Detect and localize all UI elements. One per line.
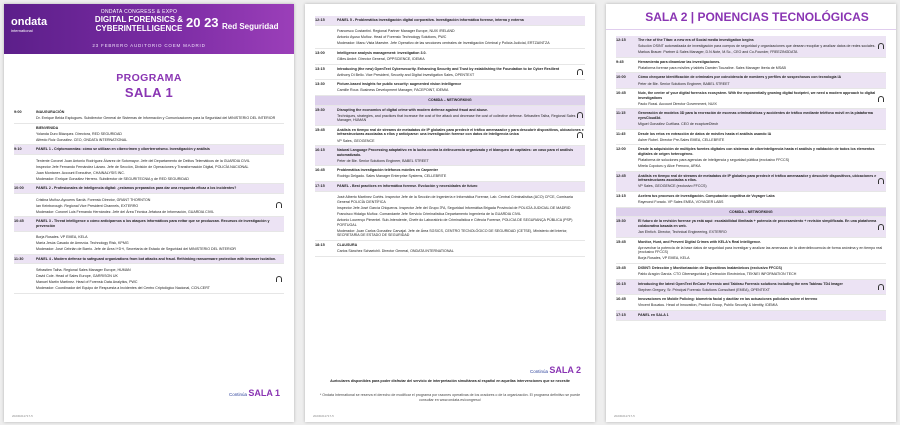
ondata-logo: ondata international <box>11 16 48 33</box>
agenda-item <box>14 155 284 184</box>
agenda-content <box>638 75 886 86</box>
agenda-item <box>315 49 585 65</box>
agenda-content <box>638 297 886 308</box>
agenda-item <box>315 80 585 96</box>
headphones-icon <box>276 202 282 208</box>
agenda-time: 16:15 <box>616 281 626 286</box>
agenda-content <box>337 148 585 163</box>
agenda-speaker: Paolo Rossi. Account Director Government, NUIX <box>638 101 717 106</box>
agenda-content <box>638 111 886 126</box>
agenda-content <box>638 174 886 189</box>
agenda-content <box>337 128 585 143</box>
agenda-time: 16:45 <box>315 168 325 173</box>
agenda-list <box>4 108 294 294</box>
agenda-time: 15:30 <box>315 107 325 112</box>
agenda-content <box>337 184 585 189</box>
agenda-content <box>36 157 284 181</box>
agenda-speaker: Techniques, strategies, and practices that increase the cost of the attack and decrease the cost of collective defense. Sébastien Talha, Regional Sales Manager, HUMAN <box>337 113 576 123</box>
interpretation-note: Auriculares disponibles para poder disfrutar del servicio de interpretación simultánea al español en aquellas intervenciones que se necesite <box>330 379 570 383</box>
agenda-item <box>616 145 886 171</box>
agenda-title: INAUGURACIÓN <box>36 110 65 114</box>
break-row: COMIDA – NETWORKING <box>315 96 585 106</box>
agenda-content <box>337 168 585 179</box>
agenda-title: PANEL 2 - Profesionales de inteligencia digital: ¿estamos preparados para dar una respuesta eficaz a los incidentes? <box>36 186 237 191</box>
agenda-time: 10:45 <box>616 91 626 96</box>
agenda-content <box>638 60 886 71</box>
agenda-content <box>36 110 284 121</box>
headphones-icon <box>878 284 884 290</box>
agenda-time: 15:45 <box>616 239 626 244</box>
agenda-content <box>36 186 284 191</box>
agenda-speaker: Gilles André. Director General, OPPSCIENCE, IDEMIA <box>337 56 425 61</box>
agenda-speaker: Markus Brauer. Partner & Sales Manager, D.N.Note, M.Sc., CEO and Co-Founder, FREEZINGDATA <box>638 50 798 55</box>
agenda-speaker: Inspector Jefe Fernando Fernández Lázaro. Jefe de Sección, División de Operaciones y Transformación Digital, POLICÍA NACIONAL <box>36 164 249 169</box>
agenda-item <box>616 217 886 237</box>
agenda-content <box>337 108 585 123</box>
agenda-title: Acelera tus procesos de investigación. Computación cognitiva de Voyager Labs <box>638 194 775 199</box>
event-year: 20 23 <box>186 15 219 30</box>
event-banner <box>4 4 294 54</box>
agenda-speaker: Plataforma forense para móviles y tablets Damien Touzaline. Sales Manager Iberia de MSAB <box>638 65 786 70</box>
agenda-item <box>14 194 284 217</box>
agenda-item <box>315 16 585 26</box>
agenda-speaker: David Cole. Head of Sales Europe, GARRISON UK <box>36 273 118 278</box>
program-page-2 <box>305 4 595 422</box>
agenda-content <box>337 82 585 93</box>
agenda-title: Cómo chequear identificación de criminales por coincidencia de nombres y perfiles de sospechosos con tecnología IA <box>638 75 842 80</box>
agenda-content <box>638 132 886 143</box>
continue-link[interactable]: Continúa SALA 2 <box>530 365 581 375</box>
agenda-speaker: Dr. Enrique Belda Esplugues. Subdirector General de Sistemas de Información y Comunicaciones para la Seguridad del MINISTERIO DEL INTERIOR <box>36 116 276 121</box>
agenda-content <box>337 51 585 62</box>
agenda-speaker: María Jesús Casado de Amezúa. Technology Risk, KPMG <box>36 241 129 246</box>
agenda-title: Análisis en tiempo real de streams de metadatos de IP globales para predecir el tráfico amenazador y para descubrir dispositivos, ubicaciones e infraestructuras asociadas a ellos y anticiparse: una investigación forense con datos de Inteligencia única <box>337 127 584 137</box>
agenda-time: 15:45 <box>315 127 325 132</box>
agenda-speaker: Francisco Hidalgo Muñoz. Comandante Jefe Servicio Criminalística Departamento Ingeniería de la GUARDIA CIVIL <box>337 211 521 216</box>
agenda-speaker: Moderador: Coordinador del Equipo de Respuesta a Incidentes del Centro Criptológico Nacional, CCN-CERT <box>36 286 210 291</box>
agenda-item <box>315 65 585 81</box>
agenda-content <box>638 91 886 106</box>
event-date: 23 FEBRERO AUDITORIO COEM MADRID <box>92 43 206 48</box>
agenda-title: Disrupting the economics of digital crime with modern defense against fraud and abuse. <box>337 107 488 112</box>
agenda-title: Nuix, the center of your digital forensics ecosystem. With the exponentially growing digital footprint, we need a modern approach to digital investigations <box>638 91 876 100</box>
agenda-content <box>337 243 585 254</box>
agenda-title: Problemática investigación teléfonos móviles en Carpenter <box>337 168 439 173</box>
agenda-speaker: Moderador: Coronel Luis Fernando Hernández. Jefe del Área Técnica Jefatura de Información, GUARDIA CIVIL <box>36 209 215 214</box>
agenda-speaker: Rodrigo Delgado. Sales Manager Enterprise Systems, CELLEBRITE <box>337 174 447 179</box>
agenda-item <box>14 184 284 194</box>
agenda-speaker: Borja Rosales, VP EMEA, KELA <box>638 256 690 261</box>
agenda-speaker: Peter de Bie. Senior Solutions Engineer, BABEL STREET <box>337 158 429 163</box>
agenda-title: Natural Language Processing adaptativo en la lucha contra la delincuencia organizada y el blanqueo de capitales: un caso para el análisis automatizado. <box>337 148 574 157</box>
red-seguridad-logo: Red Seguridad <box>222 22 279 31</box>
agenda-speaker: Raymond Forado. VP Sales EMEA, VOYAGER LABS <box>638 200 724 205</box>
agenda-time: 9:00 <box>14 110 22 114</box>
agenda-speaker: Manuel Martín Martínez. Head of Forensic Data Analytics, PWC <box>36 280 138 285</box>
agenda-item <box>315 241 585 257</box>
agenda-item <box>616 192 886 208</box>
agenda-time: 17:15 <box>616 313 626 318</box>
agenda-item <box>616 73 886 89</box>
agenda-item <box>616 295 886 311</box>
agenda-time: 15:45 <box>616 266 626 270</box>
agenda-content <box>36 219 284 228</box>
agenda-speaker: Sébastien Talha. Regional Sales Manager Europe, HUMAN <box>36 267 131 272</box>
agenda-speaker: Camille Roux. Business Development Manager, FACEPOINT, IDEMIA <box>337 88 449 93</box>
disclaimer-note: * Ondata International se reserva el derecho de modificar el programa por razones operativas de los oradores o de la organización. El programa definitivo se puede consultar en www.ondata.es/congreso/ <box>319 393 581 402</box>
headphones-icon <box>878 96 884 102</box>
agenda-speaker: Peter de Bie. Senior Solutions Engineer, BABEL STREET <box>638 81 730 86</box>
agenda-content <box>638 194 886 205</box>
agenda-time: 9:45 <box>616 59 624 64</box>
headphones-icon <box>577 69 583 75</box>
agenda-item <box>315 126 585 146</box>
agenda-content <box>337 28 585 46</box>
sala-title: SALA 1 <box>124 85 174 100</box>
agenda-item <box>616 36 886 58</box>
agenda-speaker: Miguel González Cuéllara. CEO de ecaptureDtech <box>638 122 719 127</box>
agenda-speaker: Cristina Muñoz-Aycuens Sardá. Forensic Director, GRANT THORNTON <box>36 197 151 202</box>
agenda-speaker: Vincent Bouatou. Head of Innovation, Product Group, Public Security & Identity, IDEMIA <box>638 303 778 308</box>
agenda-title: Análisis en tiempo real de streams de metadatos de IP globales para predecir el tráfico amenazador y descubrir dispositivos, ubicaciones e infraestructuras asociadas a ellos. <box>638 173 877 183</box>
agenda-title: BIENVENIDA <box>36 125 59 130</box>
agenda-time: 9:10 <box>14 147 22 152</box>
agenda-speaker: Plataforma de soluciones para agencias de Inteligencia y seguridad pública (exclusivo FFCCS) <box>638 158 790 163</box>
agenda-title: PANEL 5 - Problemática investigación digital corporativa. Investigación informática forense, interna y externa <box>337 18 524 22</box>
agenda-speaker: Jan Ehrlich. Director, Technical Engineering, EXTERRO <box>638 230 727 235</box>
agenda-title: Introducing the latest OpenText EnCase Forensic and Tableau Forensic solutions including the new Tableau TD4 Imager <box>638 281 843 286</box>
agenda-time: 10:00 <box>616 75 626 80</box>
agenda-speaker: Borja Rosales. VP EMEA, KELA <box>36 235 88 239</box>
agenda-item <box>315 182 585 192</box>
agenda-item <box>14 145 284 155</box>
agenda-speaker: Teniente Coronel Juan Antonio Rodríguez Álvarez de Sotomayor. Jefe del Departamento de Delitos Telemáticos de la GUARDIA CIVIL <box>36 158 250 163</box>
agenda-title: Herramienta para dinamizar las investigaciones. <box>638 59 721 64</box>
agenda-title: Desde los retos en extracción de datos de móviles hasta el análisis usando IA <box>638 131 772 136</box>
agenda-item <box>616 172 886 192</box>
agenda-time: 15:30 <box>616 219 626 224</box>
doc-code: 20230211717-5 <box>12 414 33 418</box>
agenda-content <box>638 313 886 318</box>
agenda-content <box>36 196 284 214</box>
agenda-item <box>315 26 585 49</box>
headphones-icon <box>577 112 583 118</box>
agenda-speaker: Juan Montaner. Account Executive, CHAINALYSIS INC. <box>36 170 125 175</box>
agenda-content <box>638 38 886 55</box>
agenda-time: 16:45 <box>616 297 626 302</box>
agenda-speaker: Alfredo Ruiz González. CEO, ONDATA INTERNATIONAL <box>36 137 128 142</box>
program-page-3 <box>606 4 896 422</box>
agenda-time: 12:15 <box>315 18 325 22</box>
agenda-speaker: Inspector Jefe José García Chiqueros. Inspector Jefe del Grupo 3ºA, Seguridad Informática Brigada Provincial de POLICÍA JUDICIAL DE MADRID <box>337 205 571 210</box>
agenda-content <box>638 219 886 234</box>
agenda-item <box>616 264 886 280</box>
agenda-content <box>337 67 585 78</box>
headphones-icon <box>878 224 884 230</box>
agenda-item <box>616 109 886 129</box>
agenda-speaker: Asher Rubel. Director Pre-Sales EMEA, CELLEBRITE <box>638 137 725 142</box>
agenda-title: Introducing (the new) OpenText Cybersecurity. Enhancing Security and Trust by establishing the Foundation to be Cyber Resilient <box>337 66 560 71</box>
agenda-list <box>606 36 896 321</box>
agenda-time: 10:00 <box>14 186 24 191</box>
agenda-time: 17:15 <box>315 184 325 189</box>
agenda-speaker: Moderador: Enrique González Herrero. Subdirector de SEGURITECNIA y de RED SEGURIDAD <box>36 176 189 181</box>
agenda-content <box>36 234 284 252</box>
agenda-time: 16:15 <box>315 148 325 153</box>
agenda-title: Innovaciones en Mobile Policing: biometría facial y dactilar en las actuaciones policiales sobre el terreno <box>638 297 818 302</box>
agenda-time: 13:15 <box>315 66 325 71</box>
agenda-speaker: Solución OSINT automatizada de investigación para cuerpos de seguridad y organizaciones que desean recopilar y analizar datos de redes sociales. <box>638 44 876 49</box>
agenda-title: El futuro de la revisión forense ya está aquí: escalabilidad ilimitada + potencia de procesamiento + revisión simplificada. En una plataforma colaborativa basada en web. <box>638 219 877 228</box>
sala2-title: SALA 2 | PONENCIAS TECNOLÓGICAS <box>606 4 896 30</box>
agenda-speaker: Yolanda Duro Blázquez. Directora, RED SEGURIDAD <box>36 131 122 136</box>
agenda-speaker: Moderador: Juan Carlos González Carvajal. Jefe de Área SGSICS, CENTRO TECNOLÓGICO DE SEGURIDAD (CETSE), Ministerio del Interior, SECRETARÍA DE ESTADO DE SEGURIDAD <box>337 228 568 238</box>
agenda-title: Desde la adquisición de múltiples fuentes digitales con sistemas de ciberinteligencia hasta el análisis y validación de todos los elementos digitales de origen heterogéneo. <box>638 147 875 156</box>
agenda-title: PANEL 4 - Modern defense to safeguard organizations from bot attacks and fraud. Rethinking ransomware protection with browser isolation. <box>36 256 277 261</box>
agenda-time: 12:15 <box>616 38 626 42</box>
agenda-speaker: Stephen Gregory, Sr. Principal Forensic Solutions Consultant (EMEA), OPENTEXT <box>638 287 770 292</box>
agenda-item <box>315 166 585 182</box>
agenda-time: 18:15 <box>315 242 325 247</box>
agenda-time: 10:45 <box>14 219 24 224</box>
agenda-title: PANEL 1 - Criptomonedas: cómo se utilizan en cibercrimen y ciberterrorismo. Investigación y análisis <box>36 147 210 152</box>
agenda-speaker: Moderador: José Cebrián de Barrio. Jefe de Área I+D+i, Secretaría de Estado de Seguridad del MINISTERIO DEL INTERIOR <box>36 247 237 252</box>
agenda-content <box>36 266 284 290</box>
agenda-time: 12:00 <box>616 147 626 152</box>
headphones-icon <box>577 132 583 138</box>
agenda-speaker: Aprovechar la potencia de la base datos de seguridad para investigar y analizar las amenazas de la ciberdelincuencia de forma anónima y en tiempo real (exclusivo FFCCS) <box>638 245 883 255</box>
agenda-speaker: Antonio Ayuso Muñoz. Head of Forensic Technology Solutions, PWC <box>337 35 447 40</box>
agenda-speaker: Ian Keinborough. Regional Vice President Channels, EXTERRO <box>36 203 139 208</box>
agenda-speaker: Anthony Di Bello. Vice President, Security and Digital Investigation Sales, OPENTEXT <box>337 72 475 77</box>
agenda-speaker: José Alberto Martínez Cortés. Inspector Jefe de la Sección de Ingeniería e Informática Forense, Lab. Central Criminalística (ACO) CFCE, Comisaría General POLICÍA CIENTÍFICA <box>337 195 573 204</box>
agenda-speaker: Francesco Costantini. Regional Partner Manager Europe, NUIX /RELAND <box>337 29 455 34</box>
agenda-title: CLAUSURA <box>337 242 358 247</box>
doc-code: 20230211717-5 <box>614 414 635 418</box>
agenda-title: PANEL en SALA 1 <box>638 313 669 318</box>
agenda-content <box>638 147 886 168</box>
agenda-content <box>36 126 284 143</box>
agenda-item <box>616 280 886 296</box>
agenda-content <box>337 18 585 23</box>
agenda-title: Generación de modelos 3D para la recreación de escenas criminalísticas y accidentes de tráfico mediante teléfono móvil en la plataforma eyesCloud3d. <box>638 111 873 121</box>
agenda-content <box>337 194 585 238</box>
headphones-icon <box>878 178 884 184</box>
agenda-content <box>638 282 886 293</box>
agenda-title: Monitor, Hunt, and Prevent Digital Crimes with KELA's Real Intelligence. <box>638 239 762 244</box>
agenda-content <box>36 147 284 152</box>
agenda-content <box>638 266 886 277</box>
agenda-time: 13:15 <box>616 194 626 199</box>
agenda-speaker: Pablo Aragón García. CTO Ciberseguridad y Detección Electrónica, TEKNEI INFORMATION TECH <box>638 272 797 277</box>
agenda-list <box>305 16 595 257</box>
event-title: ONDATA CONGRESS & EXPO DIGITAL FORENSICS & CYBERINTELLIGENCE <box>94 9 184 33</box>
headphones-icon <box>878 43 884 49</box>
agenda-time: 12:45 <box>616 173 626 178</box>
agenda-time: 11:15 <box>616 111 626 116</box>
agenda-item <box>315 106 585 126</box>
agenda-speaker: Mirela Copoiuru y Alice Frenovo, ARKA <box>638 164 701 169</box>
agenda-time: 13:00 <box>315 50 325 55</box>
agenda-time: 11:30 <box>14 256 24 261</box>
doc-code: 20230211717-5 <box>313 414 334 418</box>
agenda-item <box>616 130 886 146</box>
agenda-item <box>616 58 886 74</box>
agenda-time: 13:30 <box>315 82 325 87</box>
agenda-content <box>36 257 284 262</box>
agenda-item <box>14 124 284 146</box>
agenda-title: PANEL 3 - Threat intelligence o cómo anticiparnos a los ataques informáticos para evitar que se produzcan. Recursos de investigación y prevención <box>36 219 270 228</box>
agenda-title: The rise of the Titan: a new era of Social media investigation begins <box>638 38 754 42</box>
agenda-item <box>315 146 585 166</box>
agenda-speaker: Moderador: Manu Vista Maestre. Jefe Operativo de las secciones centrales de Investigación Criminal y Policía Judicial, ERTZAINTZA <box>337 41 550 46</box>
agenda-item <box>14 232 284 255</box>
agenda-title: DIGINT: Detección y Monitorización de Dispositivos Inalámbricos (exclusivo FFCCS) <box>638 266 782 270</box>
agenda-item <box>14 217 284 231</box>
break-row: COMIDA – NETWORKING <box>616 208 886 218</box>
agenda-item <box>616 238 886 264</box>
agenda-time: 11:45 <box>616 131 626 136</box>
agenda-item <box>315 192 585 241</box>
agenda-speaker: VP Sales, GEOGENCE <box>337 138 375 143</box>
agenda-speaker: Carlos Sánchez Schaeichli. Director General, ONDATA INTERNATIONAL <box>337 249 454 253</box>
agenda-speaker: VP Sales, GEOGENCE (exclusivo FFCCS) <box>638 184 707 189</box>
program-page-1 <box>4 4 294 422</box>
agenda-item <box>14 264 284 293</box>
agenda-title: PANEL - Best practices en informática forense. Evolución y necesidades de futuro <box>337 184 478 189</box>
agenda-title: Picture-based insights for public security: augmented vision intelligence <box>337 82 462 87</box>
agenda-title: Intelligence analysis management: investigation 3.0. <box>337 50 427 55</box>
headphones-icon <box>276 276 282 282</box>
agenda-item <box>14 108 284 124</box>
agenda-item <box>14 255 284 265</box>
agenda-content <box>638 240 886 261</box>
agenda-item <box>616 311 886 321</box>
agenda-speaker: Antonio Lourenço Pimentel. Sub-Intendente, Chefe do Laboratório de Criminalística e Ciência Forense, POLICIA DE SEGURANÇA PÚBLICA (PSP) PORTUGAL <box>337 218 573 227</box>
agenda-item <box>616 89 886 109</box>
continue-link[interactable]: Continúa SALA 1 <box>229 388 280 398</box>
program-title: PROGRAMA <box>116 72 182 84</box>
